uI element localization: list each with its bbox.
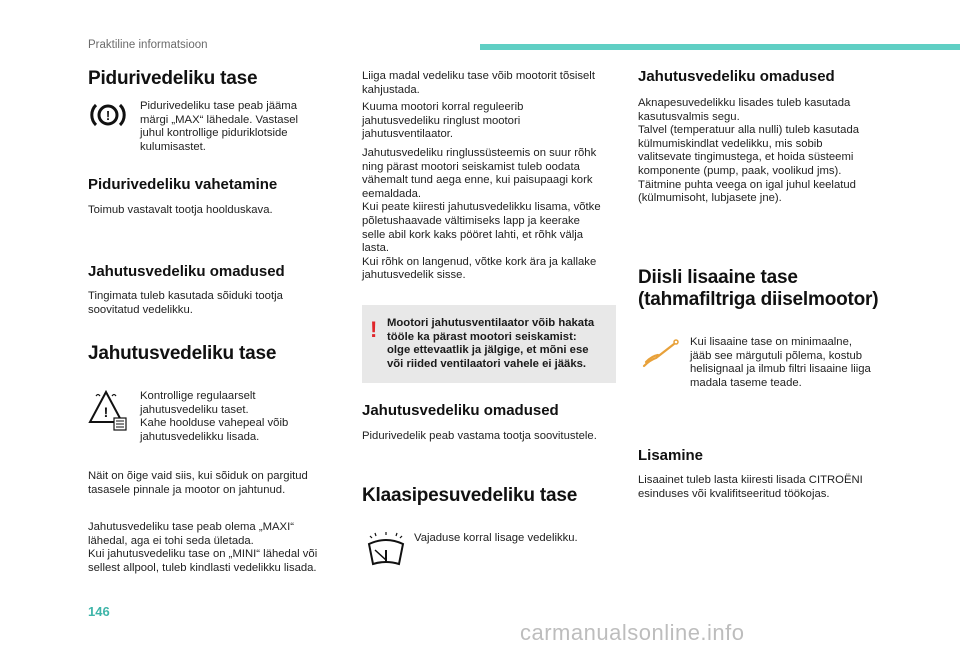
brake-fluid-text: Pidurivedeliku tase peab jääma märgi „MAX“ lähedale. Vastasel juhul kontrollige piduriklotside kulumisastet.: [140, 100, 299, 153]
adding-text: Lisaainet tuleb lasta kiiresti lisada CITROËNI esinduses või kvalifitseeritud töökojas.: [638, 474, 863, 500]
brake-change-text: Toimub vastavalt tootja hoolduskava.: [88, 204, 273, 216]
svg-text:!: !: [103, 404, 109, 420]
page-number: 146: [88, 604, 110, 619]
adding-title: Lisamine: [638, 447, 704, 464]
windscreen-washer-icon: [366, 532, 406, 577]
coolant-props-title: Jahutusvedeliku omadused: [88, 263, 285, 280]
diesel-additive-title: Diisli lisaaine tase (tahmafiltriga diiselmootor): [638, 267, 879, 310]
brake-props-title: Jahutusvedeliku omadused: [362, 402, 559, 419]
header-accent-bar: [480, 44, 960, 50]
warning-box: [362, 305, 616, 383]
coolant-note-2: Jahutusvedeliku tase peab olema „MAXI“ lähedal, aga ei tohi seda ületada. Kui jahutusvedeliku tase on „MINI“ lähedal või sellest allpool, tuleb kindlasti vedelikku lisada.: [88, 521, 318, 574]
coolant-level-title: Jahutusvedeliku tase: [88, 343, 277, 364]
brake-change-title: Pidurivedeliku vahetamine: [88, 176, 278, 193]
svg-text:!: !: [105, 108, 111, 123]
brake-fluid-title: Pidurivedeliku tase: [88, 68, 258, 89]
brake-warning-icon: [90, 100, 126, 135]
watermark: carmanualsonline.info: [520, 620, 745, 645]
coolant-pressure-text: Jahutusvedeliku ringlussüsteemis on suur rõhk ning pärast mootori seiskamist tuleb oodata vähemalt tund aega enne, kui paisupaagi kork eemaldada. Kui peate kiiresti jahutusvedelikku lisama, võtke põletushaavade vältimiseks lapp ja keerake selle abil kork kaks pööret lahti, et rõhk välja lasta. Kui rõhk on langenud, võtke kork ära ja kallake jahutusvedelik sisse.: [362, 147, 601, 282]
diesel-additive-icon: [640, 336, 680, 377]
coolant-temperature-icon: [88, 390, 128, 437]
coolant-note-1: Näit on õige vaid siis, kui sõiduk on pargitud tasasele pinnale ja mootor on jahtunud.: [88, 470, 308, 496]
washer-fluid-text: Vajaduse korral lisage vedelikku.: [414, 532, 578, 544]
warning-exclamation-icon: !: [370, 317, 378, 342]
warning-text: Mootori jahutusventilaator võib hakata tööle ka pärast mootori seiskamist: olge ettevaatlik ja jälgige, et mõni ese või riided ventilaatori vahele ei jääks.: [387, 317, 595, 370]
coolant-low-warning: Liiga madal vedeliku tase võib mootorit tõsiselt kahjustada.: [362, 70, 595, 96]
washer-props-title: Jahutusvedeliku omadused: [638, 68, 835, 85]
coolant-fan-text: Kuuma mootori korral reguleerib jahutusvedeliku ringlust mootori jahutusventilaator.: [362, 101, 524, 141]
diesel-additive-text: Kui lisaaine tase on minimaalne, jääb see märgutuli põlema, kostub helisignaal ja ilmub filtri lisaaine liiga madala taseme teade.: [690, 336, 871, 389]
brake-props-text: Pidurivedelik peab vastama tootja soovitustele.: [362, 430, 597, 442]
section-header: Praktiline informatsioon: [88, 39, 208, 51]
washer-props-text: Aknapesuvedelikku lisades tuleb kasutada kasutusvalmis segu. Talvel (temperatuur alla nulli) tuleb kasutada külmumiskindlat vedelikku, mis sobib valitsevate tingimustega, et hoida süsteemi komponente (pump, paak, voolikud jms). Täitmine puhta veega on igal juhul keelatud (külmumisoht, lubjasete jne).: [638, 97, 860, 205]
washer-fluid-title: Klaasipesuvedeliku tase: [362, 485, 578, 506]
coolant-props-text: Tingimata tuleb kasutada sõiduki tootja soovitatud vedelikku.: [88, 290, 283, 316]
coolant-level-text: Kontrollige regulaarselt jahutusvedeliku taset. Kahe hoolduse vahepeal võib jahutusvedelikku lisada.: [140, 390, 289, 443]
